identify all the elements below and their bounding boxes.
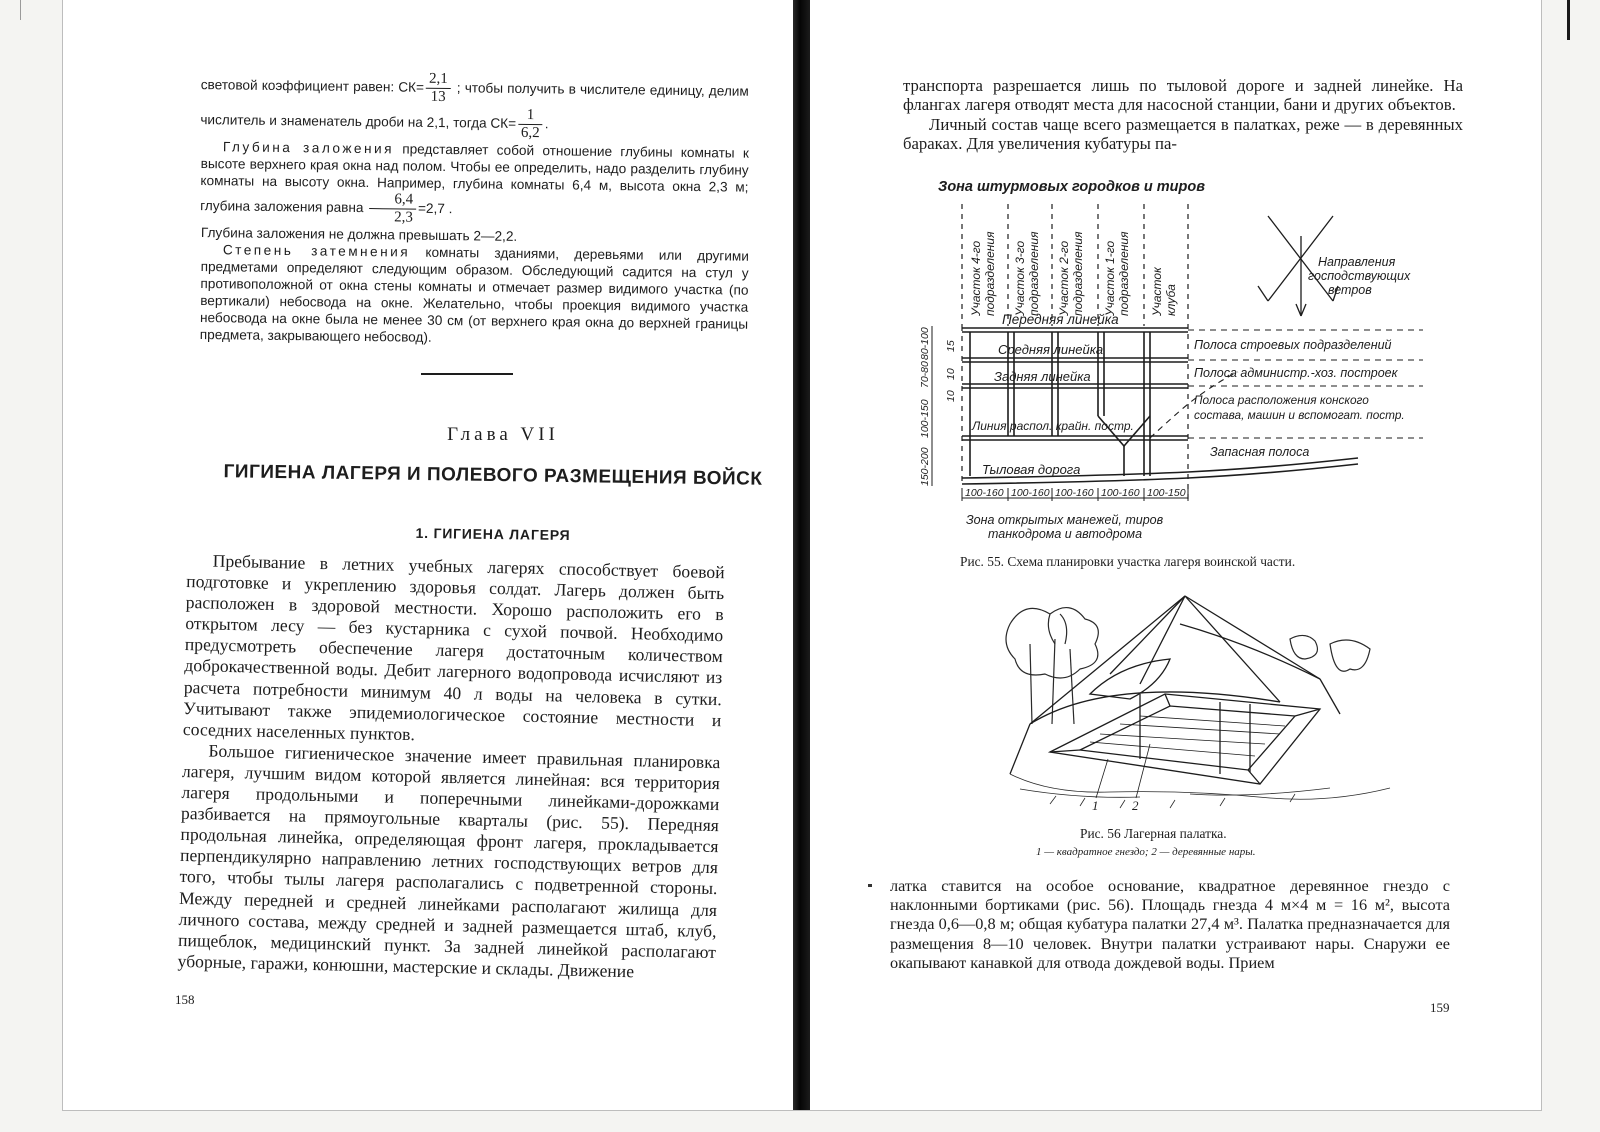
right-paragraph-2: Личный состав чаще всего размещается в палатках, реже — в деревянных бараках. Для увеличения кубатуры па- [903,114,1463,154]
paragraph-1: Пребывание в летних учебных лагерях способствует боевой подготовке и укреплению здоровья солдат. Лагерь должен быть расположен в здоровой местности. Хорошо расположить его в открытом лесу — без кустарника с сухой почвой. Необходимо предусмотреть обеспечение лагеря достаточным количеством доброкачественной воды. Дебит лагерного водопровода исчисляют из расчета потребности минимум 40 л воды на человека в сутки. Учитывают также эпидемиологическое состояние местности и соседних населенных пунктов. [182,550,725,744]
right-top-text [903,76,1463,154]
club-line1: Участок [1150,267,1164,316]
unit-4-line1: Участок 4-го [969,240,983,316]
back-line-label: Задняя линейка [994,369,1091,384]
strip-4-label: Запасная полоса [1210,445,1310,459]
right-paragraph-3: латка ставится на особое основание, квадратное деревянное гнездо с наклонными бортиками (рис. 56). Площадь гнезда 4 м×4 м = 16 м², высота гнезда 0,6—0,8 м; общая кубатура палатки 27,4 м³. Палатка предназначается для размещения 8—10 человек. Внутри палатки устраивают нары. Снаружи ее окапывают канавкой для отвода дождевой воды. Прием [890,876,1450,972]
page-number-left: 158 [175,992,195,1007]
zone-top-label: Зона штурмовых городков и тиров [938,179,1206,195]
figure-55-caption: Рис. 55. Схема планировки участка лагеря воинской части. [960,554,1296,569]
unit-3-line1: Участок 3-го [1013,240,1027,316]
term-depth: Глубина заложения [222,139,395,157]
marker-2: 2 [1132,798,1139,813]
paragraph-2: Большое гигиеническое значение имеет правильная планировка лагеря, лучшим видом которой является линейная: вся территория лагеря продольными и поперечными линейками-дорожками разбивается на прямоугольные кварталы (рис. 55). Передняя продольная линейка, определяющая фронт лагеря, прокладывается перпендикулярно направлению летних господствующих ветров для того, чтобы тылы лагеря располагались с подветренной стороны. Между передней и средней линейками располагают жилища для личного состава, между средней и задней размещается штаб, клуб, пищеблок, медицинский пункт. За задней линейкой располагают уборные, гаражи, конюшни, мастерские и склады. Движение [177,740,721,982]
strip-2-label: Полоса администр.-хоз. построек [1194,366,1398,380]
depth-text: представляет собой отношение глубины комнаты к высоте верхнего края окна над полом. Чтобы ее определить, надо разделить глубину комнаты на высоту окна. Например, глубина комнаты 6,4 м, высота окна 2,3 м; глубина заложения равна [200,141,749,216]
formula-prefix: световой коэффициент равен: СК= [200,77,425,95]
depth-paragraph [200,138,749,231]
top-text-block [201,68,749,343]
zone-bottom-label-1: Зона открытых манежей, тиров [966,513,1164,527]
formula-middle: ; чтобы получить в числителе единицу, делим числитель и знаменатель дроби на 2,1, тогда СК= [200,80,749,131]
dim-h-3: 100-160 [1055,487,1094,499]
depth-limit: Глубина заложения не должна превышать 2—2,2. [200,224,518,244]
wind-label-1: Направления [1318,255,1396,269]
dim-s-2: 10 [945,368,957,380]
right-page [810,0,1541,1110]
front-line-label: Передняя линейка [1002,312,1119,327]
dim-s-3: 10 [945,390,957,402]
wind-label-3: ветров [1328,283,1372,297]
extreme-line-label: Линия распол. крайн. постр. [972,419,1134,433]
fraction-denominator: 2,3 [394,209,414,226]
unit-4-line2: подразделения [983,231,997,316]
tent-markers [1092,798,1139,813]
margin-dot [868,884,872,887]
right-paragraph-1: транспорта разрешается лишь по тыловой дороге и задней линейке. На флангах лагеря отводят места для насосной станции, бани и других объектов. [903,76,1463,115]
figure-56-caption: Рис. 56 Лагерная палатка. [1080,826,1227,841]
fraction-denominator: 13 [430,88,446,105]
unit-labels [969,231,1178,317]
right-bottom-text [890,876,1450,972]
strip-3b-label: состава, машин и вспомогат. постр. [1194,408,1405,422]
section-title: 1. ГИГИЕНА ЛАГЕРЯ [415,524,571,544]
left-page [63,0,793,1110]
zone-bottom-label-2: танкодрома и автодрома [988,527,1143,541]
strip-labels [1194,338,1405,459]
scan-edge-mark-right [1567,0,1570,40]
vertical-dimensions [919,326,957,486]
page-number-right: 159 [1430,1000,1450,1015]
unit-2-line1: Участок 2-го [1057,240,1071,316]
camp-hygiene-text [177,550,724,984]
unit-1-line1: Участок 1-го [1103,240,1117,316]
camp-tent-illustration [990,584,1400,816]
darkening-text: комнаты зданиями, деревьями или другими предметами определяют следующим образом. Обследующий садится на стул у противоположной от окна стены комнаты и отмечает размер видимого участка (по вертикали) небосвода на окне. Желательно, чтобы проекция видимого участка небосвода на окне была не менее 30 см (от верхнего края окна до верхней границы предмета, закрывающего небосвод). [199,244,749,345]
middle-line-label: Средняя линейка [998,342,1104,357]
strip-1-label: Полоса строевых подразделений [1194,338,1392,352]
scan-edge-mark [20,0,21,20]
darkening-paragraph [200,241,749,350]
ground-hatching [1010,774,1390,808]
wind-label [1308,255,1411,297]
depth-result: =2,7 . [417,200,453,217]
tent-base-pit [1050,694,1320,784]
book-gutter [793,0,810,1110]
chapter-label: Глава VII [447,424,559,445]
dim-h-5: 100-150 [1147,487,1186,499]
chapter-title: ГИГИЕНА ЛАГЕРЯ И ПОЛЕВОГО РАЗМЕЩЕНИЯ ВОЙСК [223,461,763,490]
trees [1006,608,1370,724]
marker-leaders [1096,744,1150,798]
unit-1-line2: подразделения [1117,231,1131,316]
section-separator [421,373,513,375]
fraction-sk-1 [426,71,451,106]
rear-road-label: Тыловая дорога [982,462,1081,477]
dim-v-4: 80-100 [919,327,931,360]
dim-h-1: 100-160 [965,487,1004,499]
bottom-dimensions [962,487,1188,501]
dim-v-2: 100-150 [919,399,931,438]
unit-3-line2: подразделения [1027,231,1041,316]
fraction-numerator: 6,4 [369,191,416,210]
term-darkening: Степень затемнения [222,242,411,260]
marker-1: 1 [1092,798,1099,813]
fraction-denominator: 6,2 [520,124,540,142]
wind-label-2: господствующих [1308,269,1411,283]
fraction-numerator: 1 [518,107,543,125]
fraction-sk-2 [518,107,543,142]
dim-s-1: 15 [945,340,957,352]
strip-3a-label: Полоса расположения конского [1194,393,1369,407]
dim-h-2: 100-160 [1011,487,1050,499]
unit-2-line2: подразделения [1071,231,1085,316]
formula-suffix: . [544,116,549,132]
dim-h-4: 100-160 [1101,487,1140,499]
dim-v-3: 70-80 [919,361,931,388]
formula-paragraph [200,68,749,145]
club-line2: клуба [1164,284,1178,316]
book-spread [62,0,1542,1111]
dim-v-1: 150-200 [919,447,931,486]
fraction-numerator: 2,1 [426,71,451,89]
figure-56-legend: 1 — квадратное гнездо; 2 — деревянные нары. [1036,846,1256,858]
camp-layout-diagram [918,176,1438,546]
fraction-depth [369,191,416,227]
